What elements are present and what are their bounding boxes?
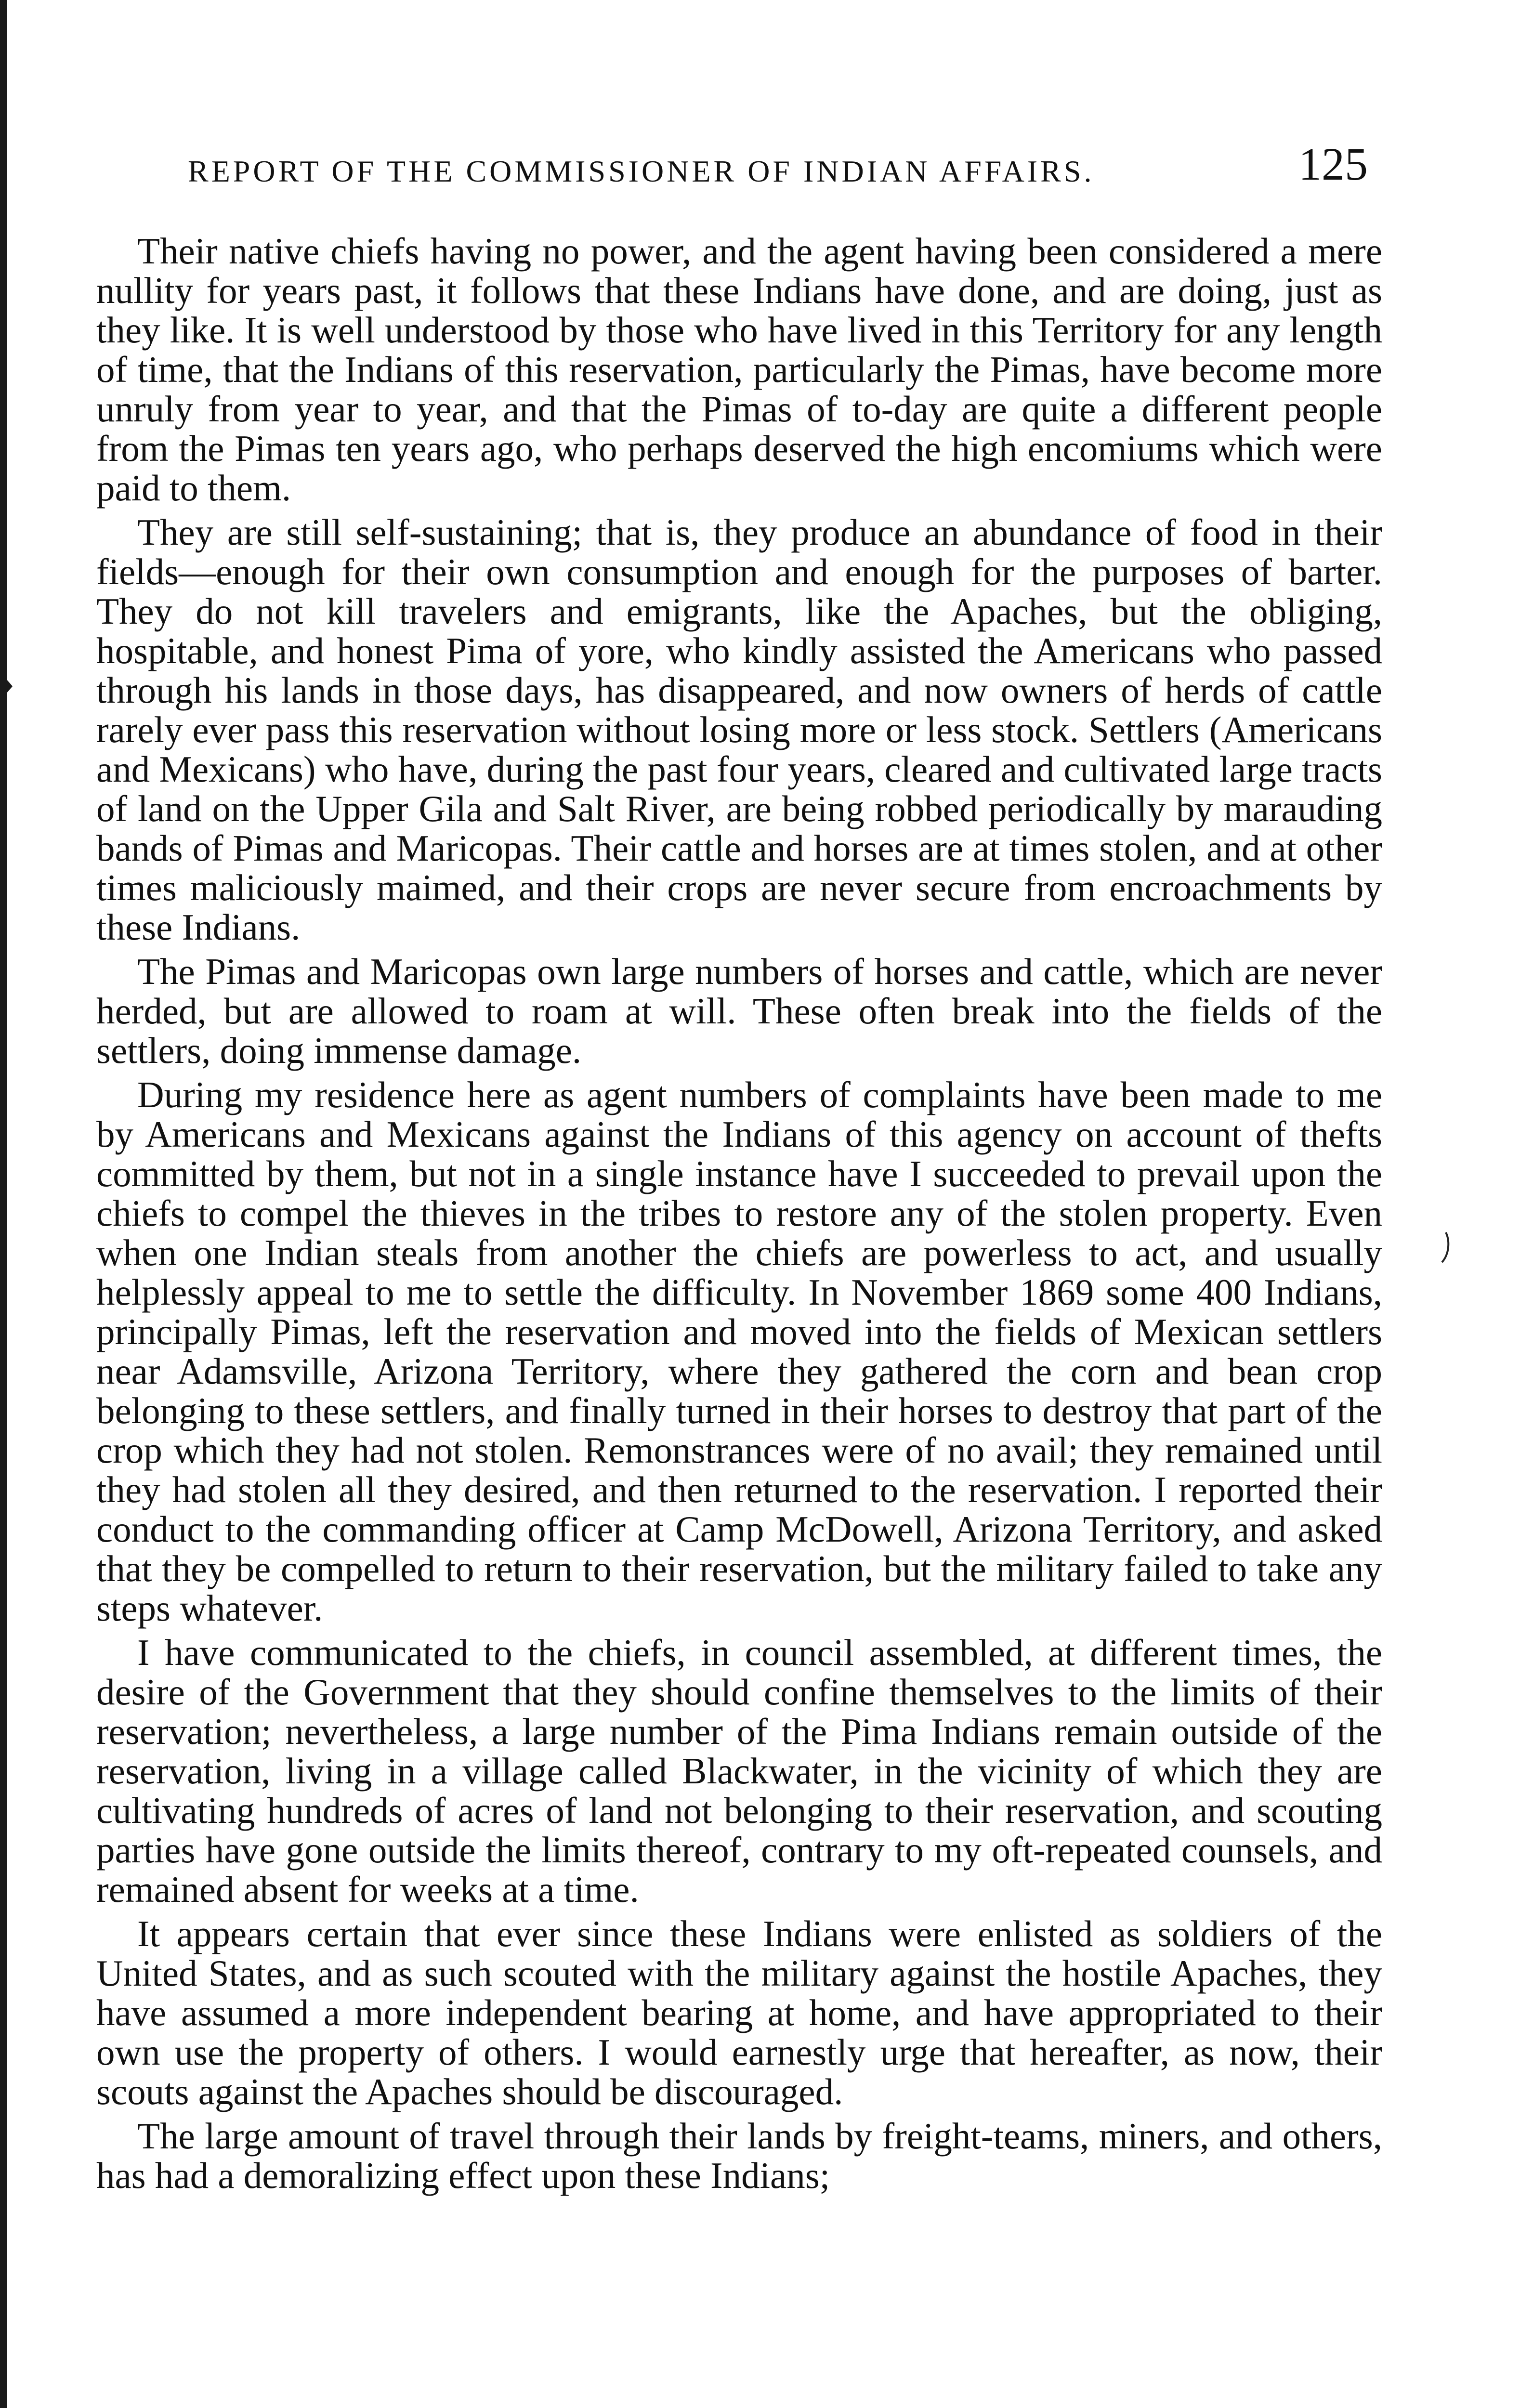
paragraph-7: The large amount of travel through their lands by freight-teams, miners, and others, has had a demoralizing effect upon these Indians; [96, 2115, 1382, 2196]
paragraph-4: During my residence here as agent numbers of complaints have been made to me by Americans and Mexicans against the Indians of this agency on account of thefts committed by them, but not in a single instance have I succeeded to prevail upon the chiefs to compel the thieves in the tribes to restore any of the stolen property. Even when one Indian steals from another the chiefs are powerless to act, and usually helplessly appeal to me to settle the difficulty. In November 1869 some 400 Indians, principally Pimas, left the reservation and moved into the fields of Mexican settlers near Adamsville, Arizona Territory, where they gathered the corn and bean crop belonging to these settlers, and finally turned in their horses to destroy that part of the crop which they had not stolen. Remonstrances were of no avail; they remained until they had stolen all they desired, and then returned to the reservation. I reported their conduct to the commanding officer at Camp McDowell, Arizona Territory, and asked that they be compelled to return to their reservation, but the military failed to take any steps whatever. [96, 1074, 1382, 1629]
paragraph-5: I have communicated to the chiefs, in council assembled, at different times, the desire of the Government that they should confine themselves to the limits of their reservation; nevertheless, a large number of the Pima Indians remain outside of the reservation, living in a village called Blackwater, in the vicinity of which they are cultivating hundreds of acres of land not belonging to their reservation, and scouting parties have gone outside the limits thereof, contrary to my oft-repeated counsels, and remained absent for weeks at a time. [96, 1632, 1382, 1910]
running-head: REPORT OF THE COMMISSIONER OF INDIAN AFFAIRS. [188, 154, 1095, 188]
page-binding-edge [0, 0, 7, 2408]
body-text [96, 231, 1382, 2200]
paragraph-3: The Pimas and Maricopas own large numbers of horses and cattle, which are never herded, but are allowed to roam at will. These often break into the fields of the settlers, doing immense damage. [96, 951, 1382, 1071]
paragraph-1: Their native chiefs having no power, and the agent having been considered a mere nullity for years past, it follows that these Indians have done, and are doing, just as they like. It is well understood by those who have lived in this Territory for any length of time, that the Indians of this reservation, particularly the Pimas, have become more unruly from year to year, and that the Pimas of to-day are quite a different people from the Pimas ten years ago, who perhaps deserved the high encomiums which were paid to them. [96, 230, 1382, 509]
paragraph-6: It appears certain that ever since these Indians were enlisted as soldiers of the United States, and as such scouted with the military against the hostile Apaches, they have assumed a more independent bearing at home, and have appropriated to their own use the property of others. I would earnestly urge that hereafter, as now, their scouts against the Apaches should be discouraged. [96, 1913, 1382, 2112]
page-header [188, 137, 1368, 195]
margin-pencil-mark [1439, 1230, 1454, 1264]
paragraph-2: They are still self-sustaining; that is, they produce an abundance of food in their fields—enough for their own consumption and enough for the purposes of barter. They do not kill travelers and emigrants, like the Apaches, but the obliging, hospitable, and honest Pima of yore, who kindly assisted the Americans who passed through his lands in those days, has disappeared, and now owners of herds of cattle rarely ever pass this reservation without losing more or less stock. Settlers (Americans and Mexicans) who have, during the past four years, cleared and cultivated large tracts of land on the Upper Gila and Salt River, are being robbed periodically by marauding bands of Pimas and Maricopas. Their cattle and horses are at times stolen, and at other times maliciously maimed, and their crops are never secure from encroachments by these Indians. [96, 511, 1382, 948]
page-number: 125 [1298, 138, 1368, 190]
